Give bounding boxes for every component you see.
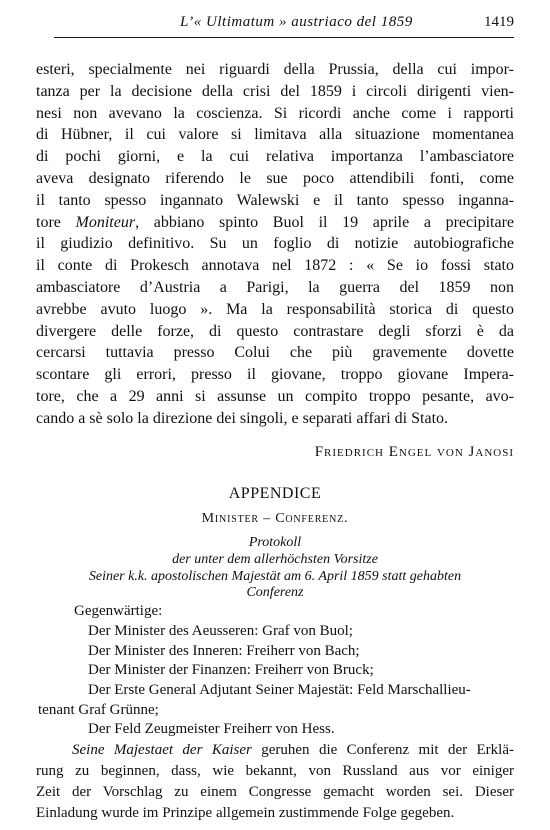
protocol-line: Seiner k.k. apostolischen Majestät am 6. April 1859 statt gehabten	[88, 569, 462, 584]
appendix-heading: APPENDICE	[228, 485, 322, 502]
running-header	[0, 12, 550, 36]
paragraph-line-moniteur	[36, 212, 514, 234]
paragraph-line: di Hübner, il cui valore si limitava alla situazione momentanea	[36, 126, 514, 144]
attendee-item: Der Erste General Adjutant Seiner Majestät: Feld Marschallieu-	[88, 682, 471, 699]
paragraph-line: il conte di Prokesch annotava nel 1872 : « Se io fossi stato	[36, 257, 514, 275]
paragraph-line: tore, che a 29 anni si assunse un compito troppo pesante, avo-	[36, 387, 514, 405]
paragraph-line: ambasciatore d’Austria a Parigi, la guerra del 1859 non	[36, 278, 514, 296]
paragraph-line: tanza per la decisione della crisi del 1859 i circoli dirigenti vien-	[36, 82, 514, 100]
attendee-item: Der Minister des Inneren: Freiherr von Bach;	[88, 642, 360, 659]
present-label: Gegenwärtige:	[74, 603, 163, 619]
paragraph-line: cercarsi tuttavia presso Colui che più gravemente dovette	[36, 344, 514, 362]
protocol-title: Protokoll	[248, 535, 302, 550]
paragraph-line: di pochi giorni, e la cui relativa importanza l’ambasciatore	[36, 148, 514, 166]
paragraph-line: nesi non avevano la coscienza. Si ricordi anche come i rapporti	[36, 104, 514, 122]
paragraph-line: aveva designato riferendo le sue poco attendibili fonti, come	[36, 169, 514, 187]
attendee-item: Der Minister des Aeusseren: Graf von Buol;	[88, 623, 353, 639]
attendee-list	[38, 622, 514, 740]
protocol-text-line	[36, 740, 514, 761]
page-number: 1419	[484, 14, 514, 30]
line-text: tore	[36, 213, 76, 231]
paragraph-line: cando a sè solo la direzione dei singoli, e separati affari di Stato.	[36, 409, 449, 427]
attendee-item-continuation: tenant Graf Grünne;	[38, 701, 159, 718]
paragraph-line: scontare gli errori, presso il giovane, troppo giovane Impera-	[36, 366, 514, 384]
paragraph-line: esteri, specialmente nei riguardi della Prussia, della cui impor-	[36, 61, 514, 78]
italic-title-moniteur: Moniteur	[75, 213, 136, 231]
attendee-item: Der Feld Zeugmeister Freiherr von Hess.	[88, 721, 335, 738]
running-title: L’« Ultimatum » austriaco del 1859	[180, 14, 413, 30]
paragraph-line: avrebbe avuto luogo ». Ma la responsabilità storica di questo	[36, 300, 514, 318]
italic-emperor: Seine Majestaet der Kaiser	[72, 742, 252, 758]
protocol-text-line: Einladung wurde im Prinzipe allgemein zustimmende Folge gegeben.	[36, 805, 455, 821]
author-signature: Friedrich Engel von Janosi	[314, 444, 514, 460]
paragraph-line: il giudizio definitivo. Su un foglio di notizie autobiografiche	[36, 235, 514, 253]
protocol-line: der unter dem allerhöchsten Vorsitze	[172, 552, 378, 567]
protocol-line: Conferenz	[246, 585, 304, 600]
line-text: , abbiano spinto Buol il 19 aprile a precipitare	[135, 213, 514, 231]
protocol-text-line: Zeit der Vorschlag zu einem Congresse gemacht worden sei. Dieser	[36, 784, 514, 800]
paragraph-line: il tanto spesso ingannato Walewski e il tanto spesso inganna-	[36, 191, 514, 209]
appendix-subheading: Minister – Conferenz.	[201, 511, 349, 526]
paragraph-line: divergere delle forze, di questo contrastare degli sforzi è da	[36, 322, 514, 340]
essay-paragraph	[36, 59, 514, 430]
protocol-text	[36, 740, 514, 824]
protocol-text-line: rung zu beginnen, dass, wie bekannt, von Russland aus vor einiger	[36, 763, 514, 779]
header-rule	[54, 37, 514, 38]
attendee-item: Der Minister der Finanzen: Freiherr von Bruck;	[88, 662, 374, 679]
line-text: geruhen die Conferenz mit der Erklä-	[251, 742, 514, 758]
